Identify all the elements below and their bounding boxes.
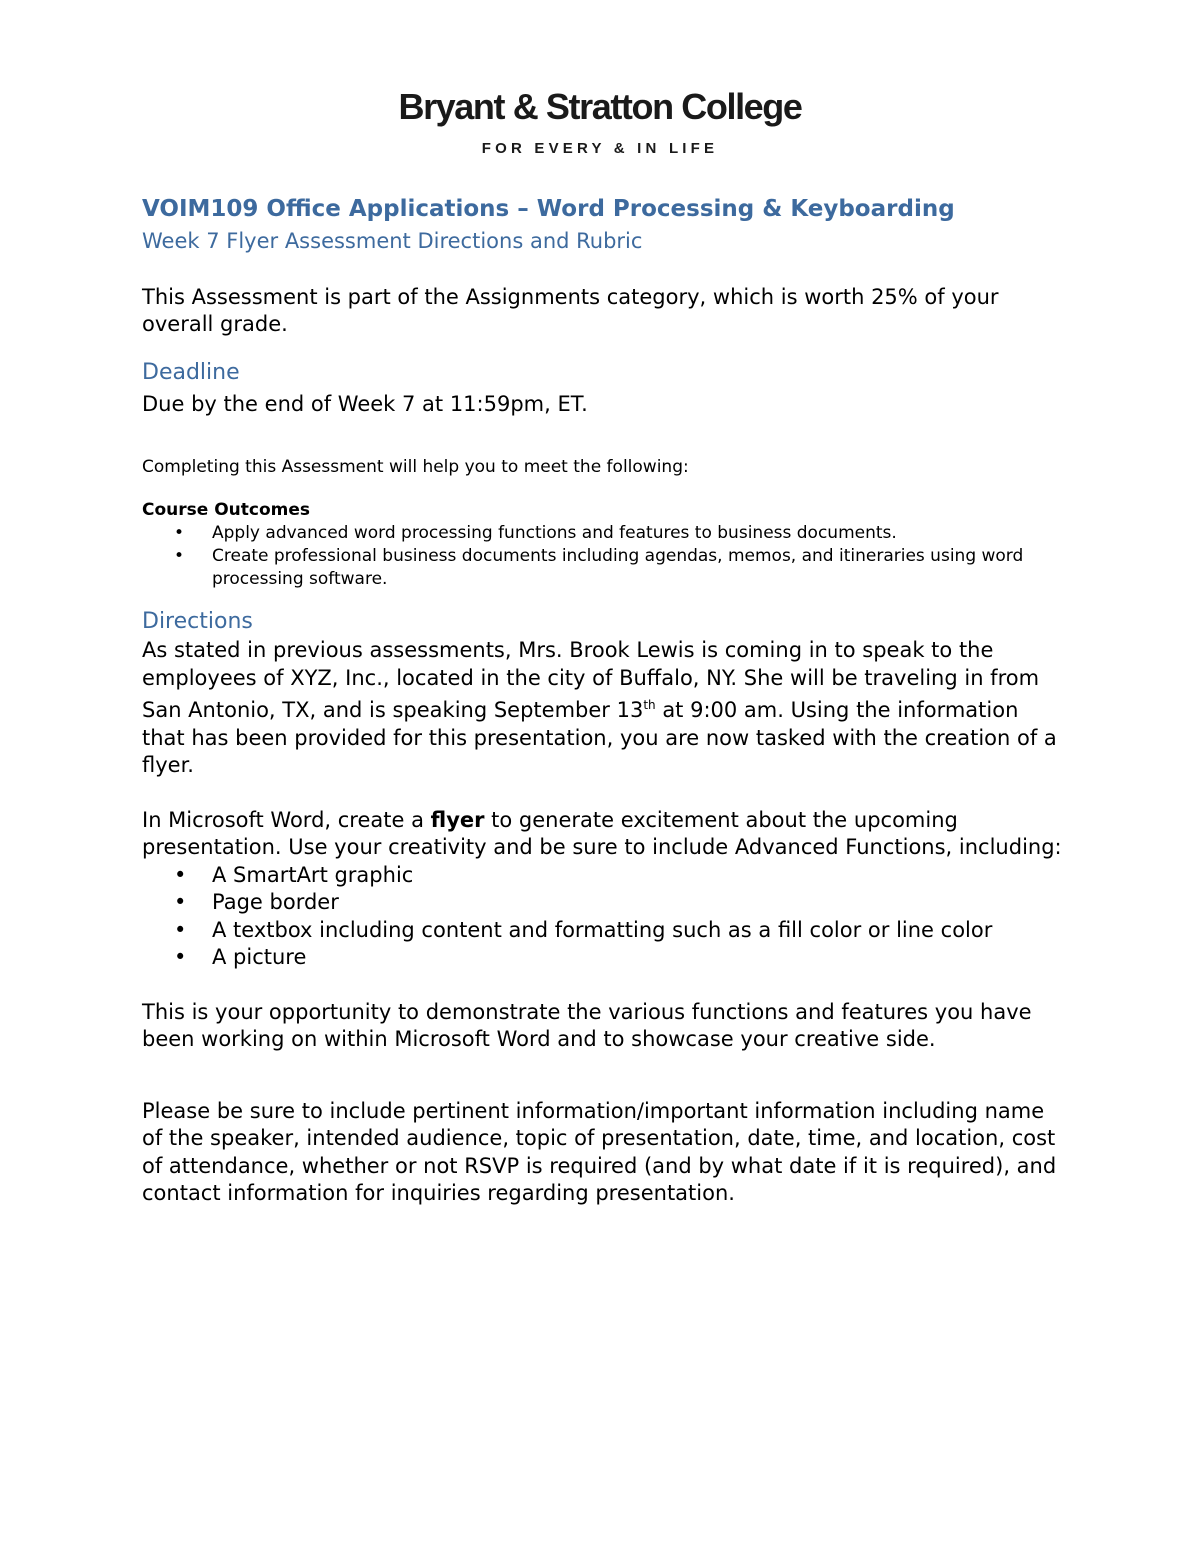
outcome-text: Apply advanced word processing functions and features to business documents. <box>212 523 897 543</box>
course-outcomes-list <box>142 522 1062 591</box>
paragraph-spacer <box>142 1054 1062 1098</box>
list-item <box>142 889 1062 917</box>
document-subtitle: Week 7 Flyer Assessment Directions and Rubric <box>142 229 643 253</box>
directions-paragraph-4: Please be sure to include pertinent information/important information including name of the speaker, intended audience, topic of presentation, date, time, and location, cost of attendance, whether or not RSVP is required (and by what date if it is required), and contact information for inquiries regarding presentation. <box>142 1098 1057 1205</box>
superscript-th: th <box>643 698 656 712</box>
function-text: Page border <box>212 890 339 914</box>
list-item <box>142 545 1062 591</box>
deadline-heading: Deadline <box>142 360 240 385</box>
course-outcomes-heading: Course Outcomes <box>142 500 311 520</box>
function-text: A picture <box>212 945 307 969</box>
outcome-text: Create professional business documents including agendas, memos, and itineraries using word processing software. <box>212 546 1024 589</box>
directions-paragraph-3: This is your opportunity to demonstrate the various functions and features you have been working on within Microsoft Word and to showcase your creative side. <box>142 999 1032 1051</box>
directions-p2-text-end: to generate excitement about the upcoming presentation. Use your creativity and be sure to include Advanced Functions, including: <box>142 807 1062 859</box>
list-item <box>142 944 1062 972</box>
college-logo-name: Bryant & Stratton College <box>398 86 802 127</box>
directions-heading: Directions <box>142 609 253 634</box>
course-title: VOIM109 Office Applications – Word Processing & Keyboarding <box>142 196 955 222</box>
list-item <box>142 862 1062 890</box>
completing-text: Completing this Assessment will help you to meet the following: <box>142 457 689 477</box>
flyer-bold-text: flyer <box>430 807 485 832</box>
directions-paragraph-1 <box>142 637 1062 780</box>
directions-paragraph-2 <box>142 807 1062 862</box>
directions-p2-text: In Microsoft Word, create a <box>142 807 431 832</box>
function-text: A SmartArt graphic <box>212 862 414 887</box>
document-body <box>142 194 1062 1208</box>
deadline-text: Due by the end of Week 7 at 11:59pm, ET. <box>142 392 588 416</box>
college-logo-tagline: FOR EVERY & IN LIFE <box>481 140 719 157</box>
function-text: A textbox including content and formatting such as a fill color or line color <box>212 917 993 942</box>
bullet-icon: • <box>174 945 187 969</box>
bullet-icon: • <box>174 862 187 887</box>
bullet-icon: • <box>174 890 187 914</box>
bullet-icon: • <box>174 523 185 543</box>
list-item <box>142 917 1062 945</box>
bullet-icon: • <box>174 546 185 566</box>
bullet-icon: • <box>174 917 187 942</box>
directions-p1-text: As stated in previous assessments, Mrs. Brook Lewis is coming in to speak to the employees of XYZ, Inc., located in the city of Buffalo, NY. She will be traveling in from San Antonio, TX, and is speaking September 13 <box>142 638 1040 722</box>
directions-p1-text-end: at 9:00 am. Using the information that has been provided for this presentation, you are now tasked with the creation of a flyer. <box>142 698 1057 777</box>
advanced-functions-list <box>142 862 1062 972</box>
intro-paragraph: This Assessment is part of the Assignments category, which is worth 25% of your overall grade. <box>142 285 999 336</box>
list-item <box>142 522 1062 545</box>
